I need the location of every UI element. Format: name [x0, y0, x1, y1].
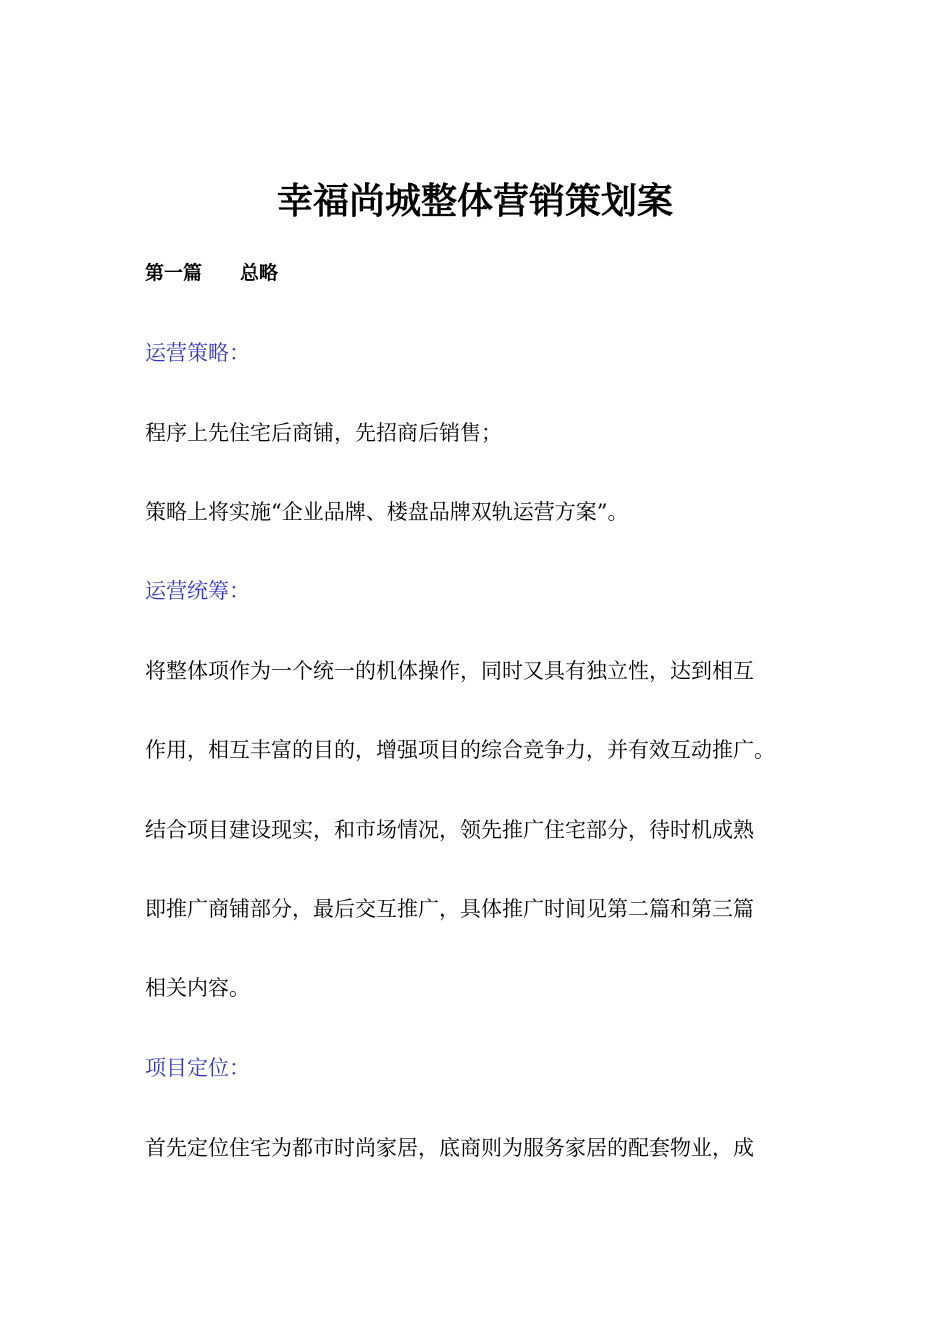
paragraph-line: 将整体项作为一个统一的机体操作，同时又具有独立性，达到相互: [145, 659, 754, 683]
paragraph-line: 首先定位住宅为都市时尚家居，底商则为服务家居的配套物业，成: [145, 1136, 754, 1160]
section-heading-operation-coordination: 运营统筹：: [145, 579, 250, 603]
paragraph-line: 程序上先住宅后商铺，先招商后销售；: [145, 421, 502, 445]
paragraph-line: 策略上将实施“企业品牌、楼盘品牌双轨运营方案”。: [145, 500, 629, 524]
paragraph-line: 作用，相互丰富的目的，增强项目的综合竞争力，并有效互动推广。: [145, 738, 775, 762]
paragraph-line: 相关内容。: [145, 976, 250, 1000]
chapter-number: 第一篇: [145, 262, 203, 284]
chapter-heading: [145, 258, 278, 288]
section-heading-operation-strategy: 运营策略：: [145, 341, 250, 365]
document-title: 幸福尚城整体营销策划案: [276, 181, 673, 222]
paragraph-line: 即推广商铺部分，最后交互推广，具体推广时间见第二篇和第三篇: [145, 897, 754, 921]
section-heading-project-positioning: 项目定位：: [145, 1056, 250, 1080]
paragraph-line: 结合项目建设现实，和市场情况，领先推广住宅部分，待时机成熟: [145, 818, 754, 842]
chapter-name: 总略: [240, 262, 279, 284]
